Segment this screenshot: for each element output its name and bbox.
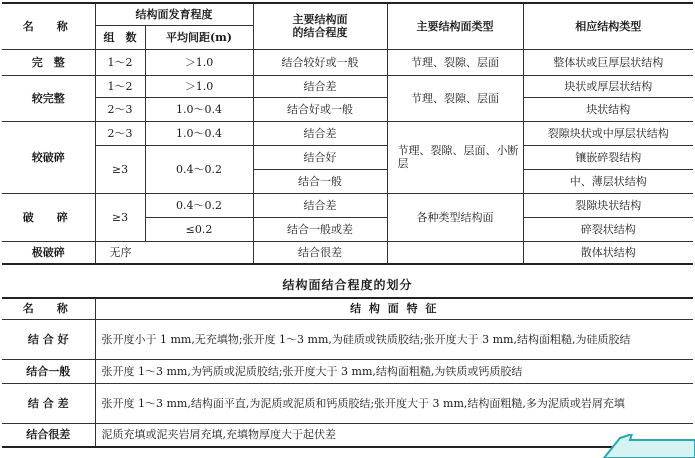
row-name: 较破碎 (2, 121, 95, 193)
cell-spacing: 1.0～0.4 (145, 121, 253, 145)
cell-struct: 整体状或巨厚层状结构 (523, 49, 693, 75)
header-avg-spacing: 平均间距(m) (145, 25, 253, 49)
table-row (2, 241, 693, 264)
cell-combine: 结合一般或差 (253, 217, 387, 241)
header-combine-degree (253, 3, 387, 49)
header-combine-line1: 主要结构面 (292, 13, 348, 27)
cell-groups: 2～3 (95, 97, 145, 121)
header-name: 名 称 (2, 298, 95, 319)
cell-struct: 中、薄层状结构 (523, 169, 693, 193)
cell-struct: 镶嵌碎裂结构 (523, 145, 693, 169)
cell-groups: 2～3 (95, 121, 145, 145)
row-name: 极破碎 (2, 241, 95, 264)
cell-feature: 张开度小于 1 mm,无充填物;张开度 1～3 mm,为硅质或铁质胶结;张开度大于 3 mm,结构面粗糙,为硅质胶结 (95, 319, 693, 359)
cell-spacing: ＞1.0 (145, 75, 253, 97)
row-name: 结合一般 (2, 359, 95, 383)
arrow-cursor-icon (600, 434, 695, 458)
header-dev-degree: 结构面发育程度 (95, 3, 253, 25)
header-combine-line2: 的结合程度 (292, 26, 348, 40)
cell-spacing: ＞1.0 (145, 49, 253, 75)
table-row (2, 359, 693, 383)
row-name: 较完整 (2, 75, 95, 121)
rock-mass-integrity-table (2, 2, 693, 265)
cell-combine: 结合很差 (253, 241, 387, 264)
cell-groups: ≥3 (95, 193, 145, 241)
cell-combine: 结合好 (253, 145, 387, 169)
cell-feature: 张开度 1～3 mm,为钙质或泥质胶结;张开度大于 3 mm,结构面粗糙,为铁质或钙质胶结 (95, 359, 693, 383)
cell-struct: 裂隙块状结构 (523, 193, 693, 217)
table-row (2, 49, 693, 75)
cell-plane (387, 241, 523, 264)
cell-feature: 泥质充填或泥夹岩屑充填,充填物厚度大于起伏差 (95, 423, 693, 447)
header-struct-type: 相应结构类型 (523, 3, 693, 49)
table-row (2, 75, 693, 97)
cell-struct: 裂隙块状或中厚层状结构 (523, 121, 693, 145)
cell-plane: 节理、裂隙、层面、小断层 (387, 121, 523, 193)
table-row (2, 319, 693, 359)
cell-struct: 块状或厚层状结构 (523, 75, 693, 97)
table-row (2, 423, 693, 447)
cell-struct: 碎裂状结构 (523, 217, 693, 241)
row-name: 结 合 差 (2, 383, 95, 423)
header-plane-type: 主要结构面类型 (387, 3, 523, 49)
cell-spacing: 0.4～0.2 (145, 193, 253, 217)
cell-struct: 散体状结构 (523, 241, 693, 264)
cursor-arrow-shape (604, 434, 695, 458)
cell-combine: 结合差 (253, 121, 387, 145)
table2-title: 结构面结合程度的划分 (282, 278, 413, 292)
cell-groups: 1～2 (95, 75, 145, 97)
row-name: 结合很差 (2, 423, 95, 447)
cell-groups: 1～2 (95, 49, 145, 75)
cell-plane: 各种类型结构面 (387, 193, 523, 241)
row-name: 完 整 (2, 49, 95, 75)
cell-plane: 节理、裂隙、层面 (387, 49, 523, 75)
header-name: 名 称 (2, 3, 95, 49)
cell-combine: 结合一般 (253, 169, 387, 193)
cell-spacing: ≤0.2 (145, 217, 253, 241)
row-name: 破 碎 (2, 193, 95, 241)
header-feature: 结 构 面 特 征 (95, 298, 693, 319)
table-row (2, 193, 693, 217)
header-group-count: 组 数 (95, 25, 145, 49)
joint-combination-table (2, 297, 693, 448)
row-name: 结 合 好 (2, 319, 95, 359)
table-row (2, 97, 693, 121)
cell-combine: 结合较好或一般 (253, 49, 387, 75)
cell-struct: 块状结构 (523, 97, 693, 121)
table-row (2, 383, 693, 423)
cell-groups: 无序 (95, 241, 253, 264)
cell-combine: 结合差 (253, 75, 387, 97)
table-row (2, 121, 693, 145)
cell-spacing: 1.0～0.4 (145, 97, 253, 121)
cell-groups: ≥3 (95, 145, 145, 193)
table-row (2, 145, 693, 169)
cell-spacing: 0.4～0.2 (145, 145, 253, 193)
cell-combine: 结合好或一般 (253, 97, 387, 121)
cell-feature: 张开度 1～3 mm,结构面平直,为泥质或泥质和钙质胶结;张开度大于 3 mm,结构面粗糙,多为泥质或岩屑充填 (95, 383, 693, 423)
cell-plane: 节理、裂隙、层面 (387, 75, 523, 121)
cell-combine: 结合差 (253, 193, 387, 217)
